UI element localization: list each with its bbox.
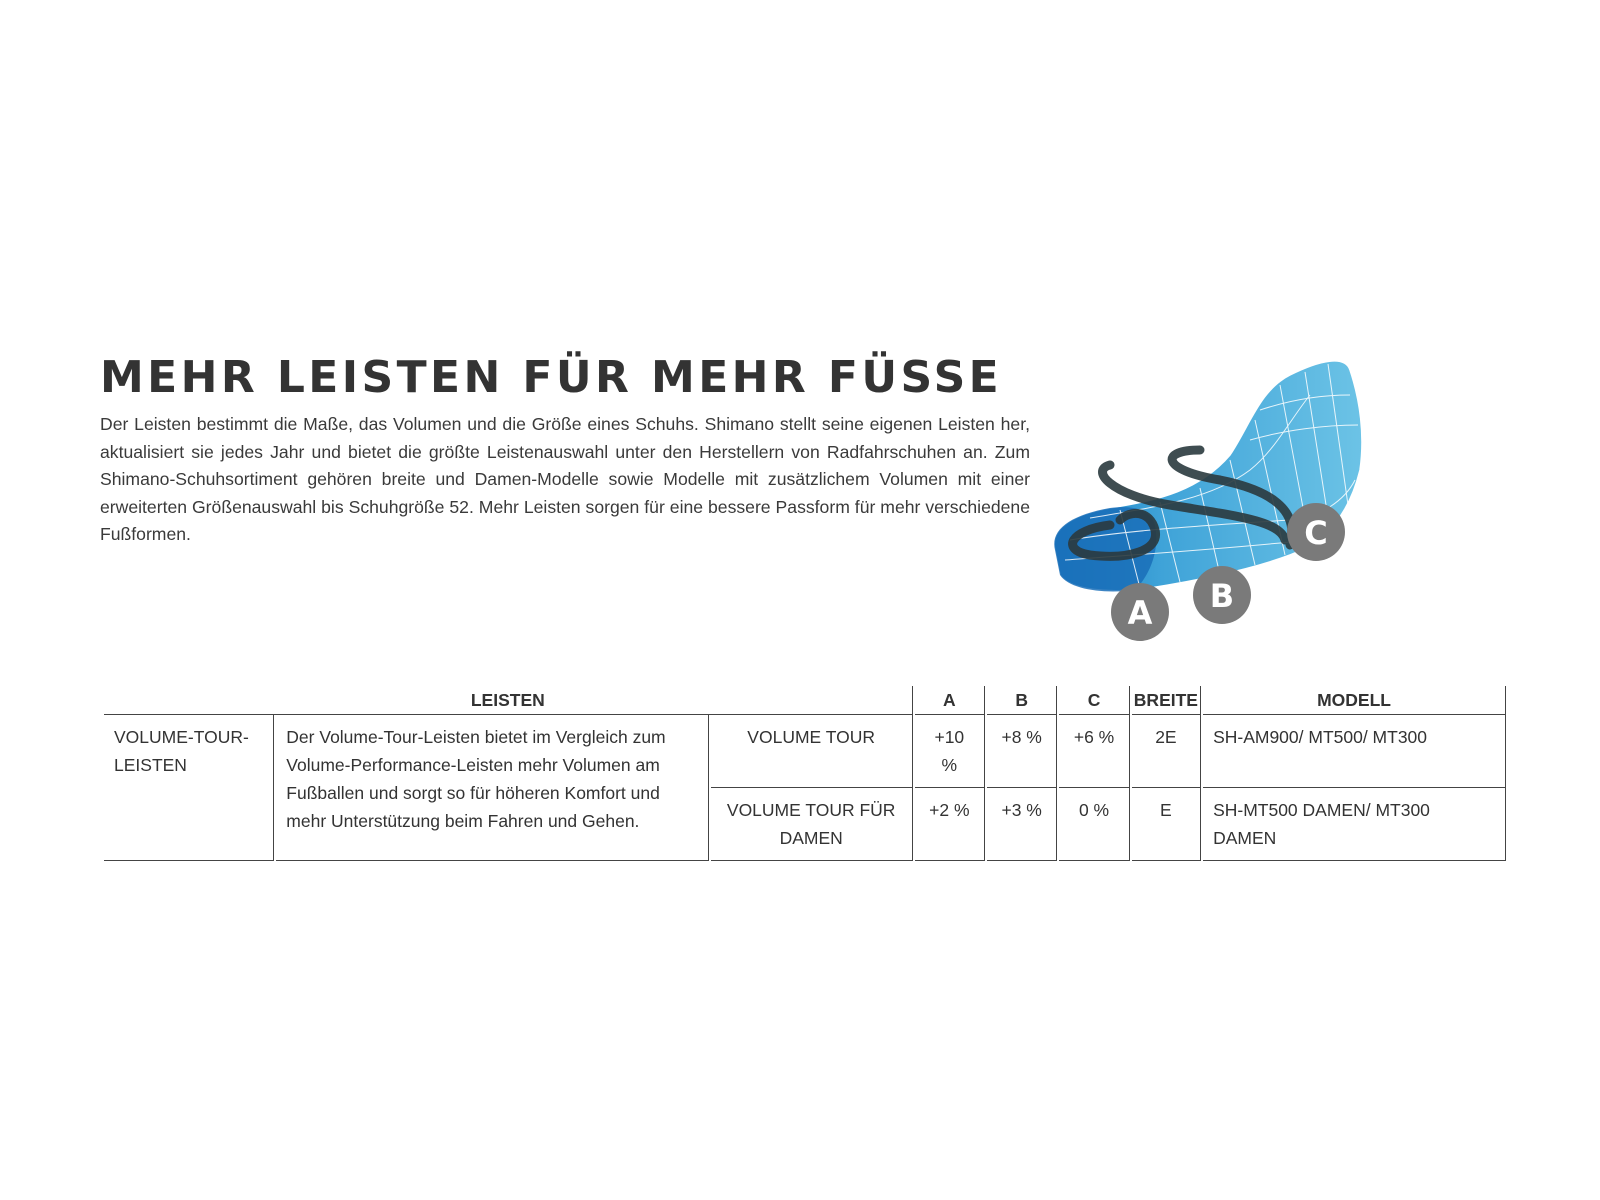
table-header-row — [104, 686, 1506, 715]
variant-cell: VOLUME TOUR — [711, 715, 913, 788]
svg-text:B: B — [1209, 577, 1235, 615]
value-b-cell: +8 % — [987, 715, 1057, 788]
badge-b — [1193, 566, 1251, 624]
breite-cell: E — [1132, 788, 1201, 861]
shoe-last-illustration — [1050, 350, 1390, 660]
modell-cell: SH-MT500 DAMEN/ MT300 DAMEN — [1203, 788, 1506, 861]
svg-text:C: C — [1304, 514, 1328, 552]
group-name-cell: VOLUME-TOUR-LEISTEN — [104, 715, 274, 861]
header-modell: MODELL — [1203, 686, 1506, 715]
header-a: A — [915, 686, 985, 715]
header-breite: BREITE — [1132, 686, 1201, 715]
modell-cell: SH-AM900/ MT500/ MT300 — [1203, 715, 1506, 788]
header-b: B — [987, 686, 1057, 715]
header-c: C — [1059, 686, 1129, 715]
badge-a — [1111, 583, 1169, 641]
page-title: MEHR LEISTEN FÜR MEHR FÜSSE — [100, 352, 1003, 403]
lasts-table — [102, 686, 1508, 861]
group-description-cell: Der Volume-Tour-Leisten bietet im Vergleich zum Volume-Performance-Leisten mehr Volumen am Fußballen und sorgt so für höheren Komfort und mehr Unterstützung beim Fahren und Gehen. — [276, 715, 708, 861]
intro-paragraph: Der Leisten bestimmt die Maße, das Volumen und die Größe eines Schuhs. Shimano stellt seine eigenen Leisten her, aktualisiert sie jedes Jahr und bietet die größte Leistenauswahl unter den Herstellern von Radfahrschuhen an. Zum Shimano-Schuhsortiment gehören breite und Damen-Modelle sowie Modelle mit zusätzlichem Volumen mit einer erweiterten Größenauswahl bis Schuhgröße 52. Mehr Leisten sorgen für eine bessere Passform für mehr verschiedene Fußformen. — [100, 414, 1030, 545]
svg-text:A: A — [1127, 594, 1153, 632]
header-leisten: LEISTEN — [104, 686, 913, 715]
value-a-cell: +2 % — [915, 788, 985, 861]
breite-cell: 2E — [1132, 715, 1201, 788]
value-a-cell: +10 % — [915, 715, 985, 788]
table-row — [104, 715, 1506, 788]
value-c-cell: 0 % — [1059, 788, 1129, 861]
variant-cell: VOLUME TOUR FÜR DAMEN — [711, 788, 913, 861]
value-c-cell: +6 % — [1059, 715, 1129, 788]
value-b-cell: +3 % — [987, 788, 1057, 861]
badge-c — [1287, 503, 1345, 561]
